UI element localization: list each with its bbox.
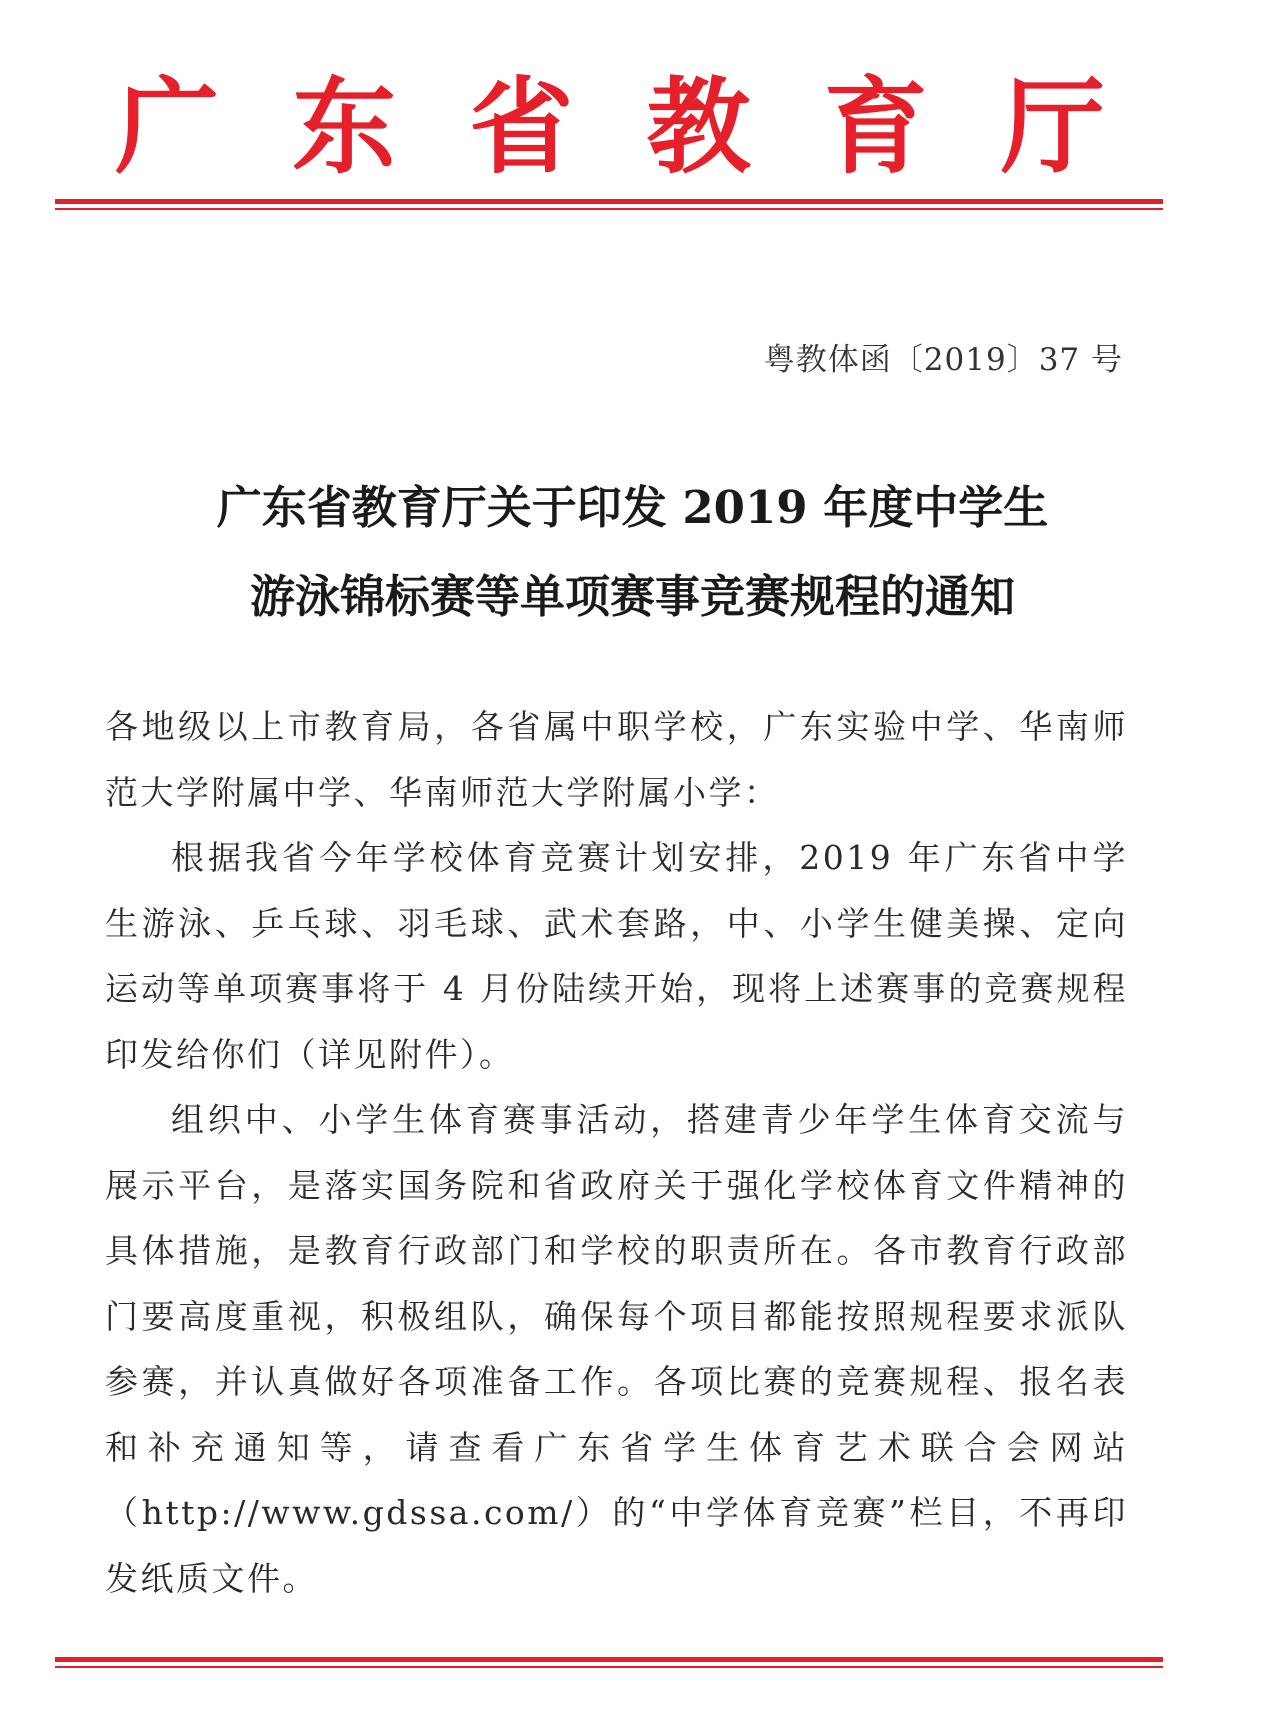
paragraph-1: 根据我省今年学校体育竞赛计划安排，2019 年广东省中学生游泳、乒乓球、羽毛球、武术套路，中、小学生健美操、定向运动等单项赛事将于 4 月份陆续开始，现将上述赛事的竞赛规程印发给你们（详见附件）。 bbox=[105, 838, 1128, 1074]
footer-rule-thick bbox=[55, 1657, 1163, 1662]
letterhead-char: 育 bbox=[823, 65, 928, 188]
letterhead-char: 东 bbox=[292, 65, 397, 188]
title-line-1: 广东省教育厅关于印发 2019 年度中学生 bbox=[216, 481, 1049, 534]
document-body bbox=[105, 694, 1128, 1611]
paragraph-2: 组织中、小学生体育赛事活动，搭建青少年学生体育交流与展示平台，是落实国务院和省政府关于强化学校体育文件精神的具体措施，是教育行政部门和学校的职责所在。各市教育行政部门要高度重视，积极组队，确保每个项目都能按照规程要求派队参赛，并认真做好各项准备工作。各项比赛的竞赛规程、报名表和补充通知等，请查看广东省学生体育艺术联合会网站（http://www.gdssa.com/）的“中学体育竞赛”栏目，不再印发纸质文件。 bbox=[105, 1100, 1128, 1598]
letterhead-rule-thin bbox=[55, 208, 1163, 210]
title-line-2: 游泳锦标赛等单项赛事竞赛规程的通知 bbox=[249, 570, 1015, 623]
letterhead-char: 省 bbox=[469, 65, 574, 188]
letterhead-char: 教 bbox=[646, 65, 751, 188]
document-title bbox=[0, 463, 1265, 641]
letterhead-char: 厅 bbox=[1000, 65, 1105, 188]
letterhead bbox=[55, 62, 1163, 192]
letterhead-rule-thick bbox=[55, 199, 1163, 204]
document-number: 粤教体函〔2019〕37 号 bbox=[763, 342, 1123, 378]
salutation: 各地级以上市教育局，各省属中职学校，广东实验中学、华南师范大学附属中学、华南师范大学附属小学： bbox=[105, 707, 1128, 812]
footer-rule-thin bbox=[55, 1666, 1163, 1668]
letterhead-char: 广 bbox=[115, 65, 220, 188]
